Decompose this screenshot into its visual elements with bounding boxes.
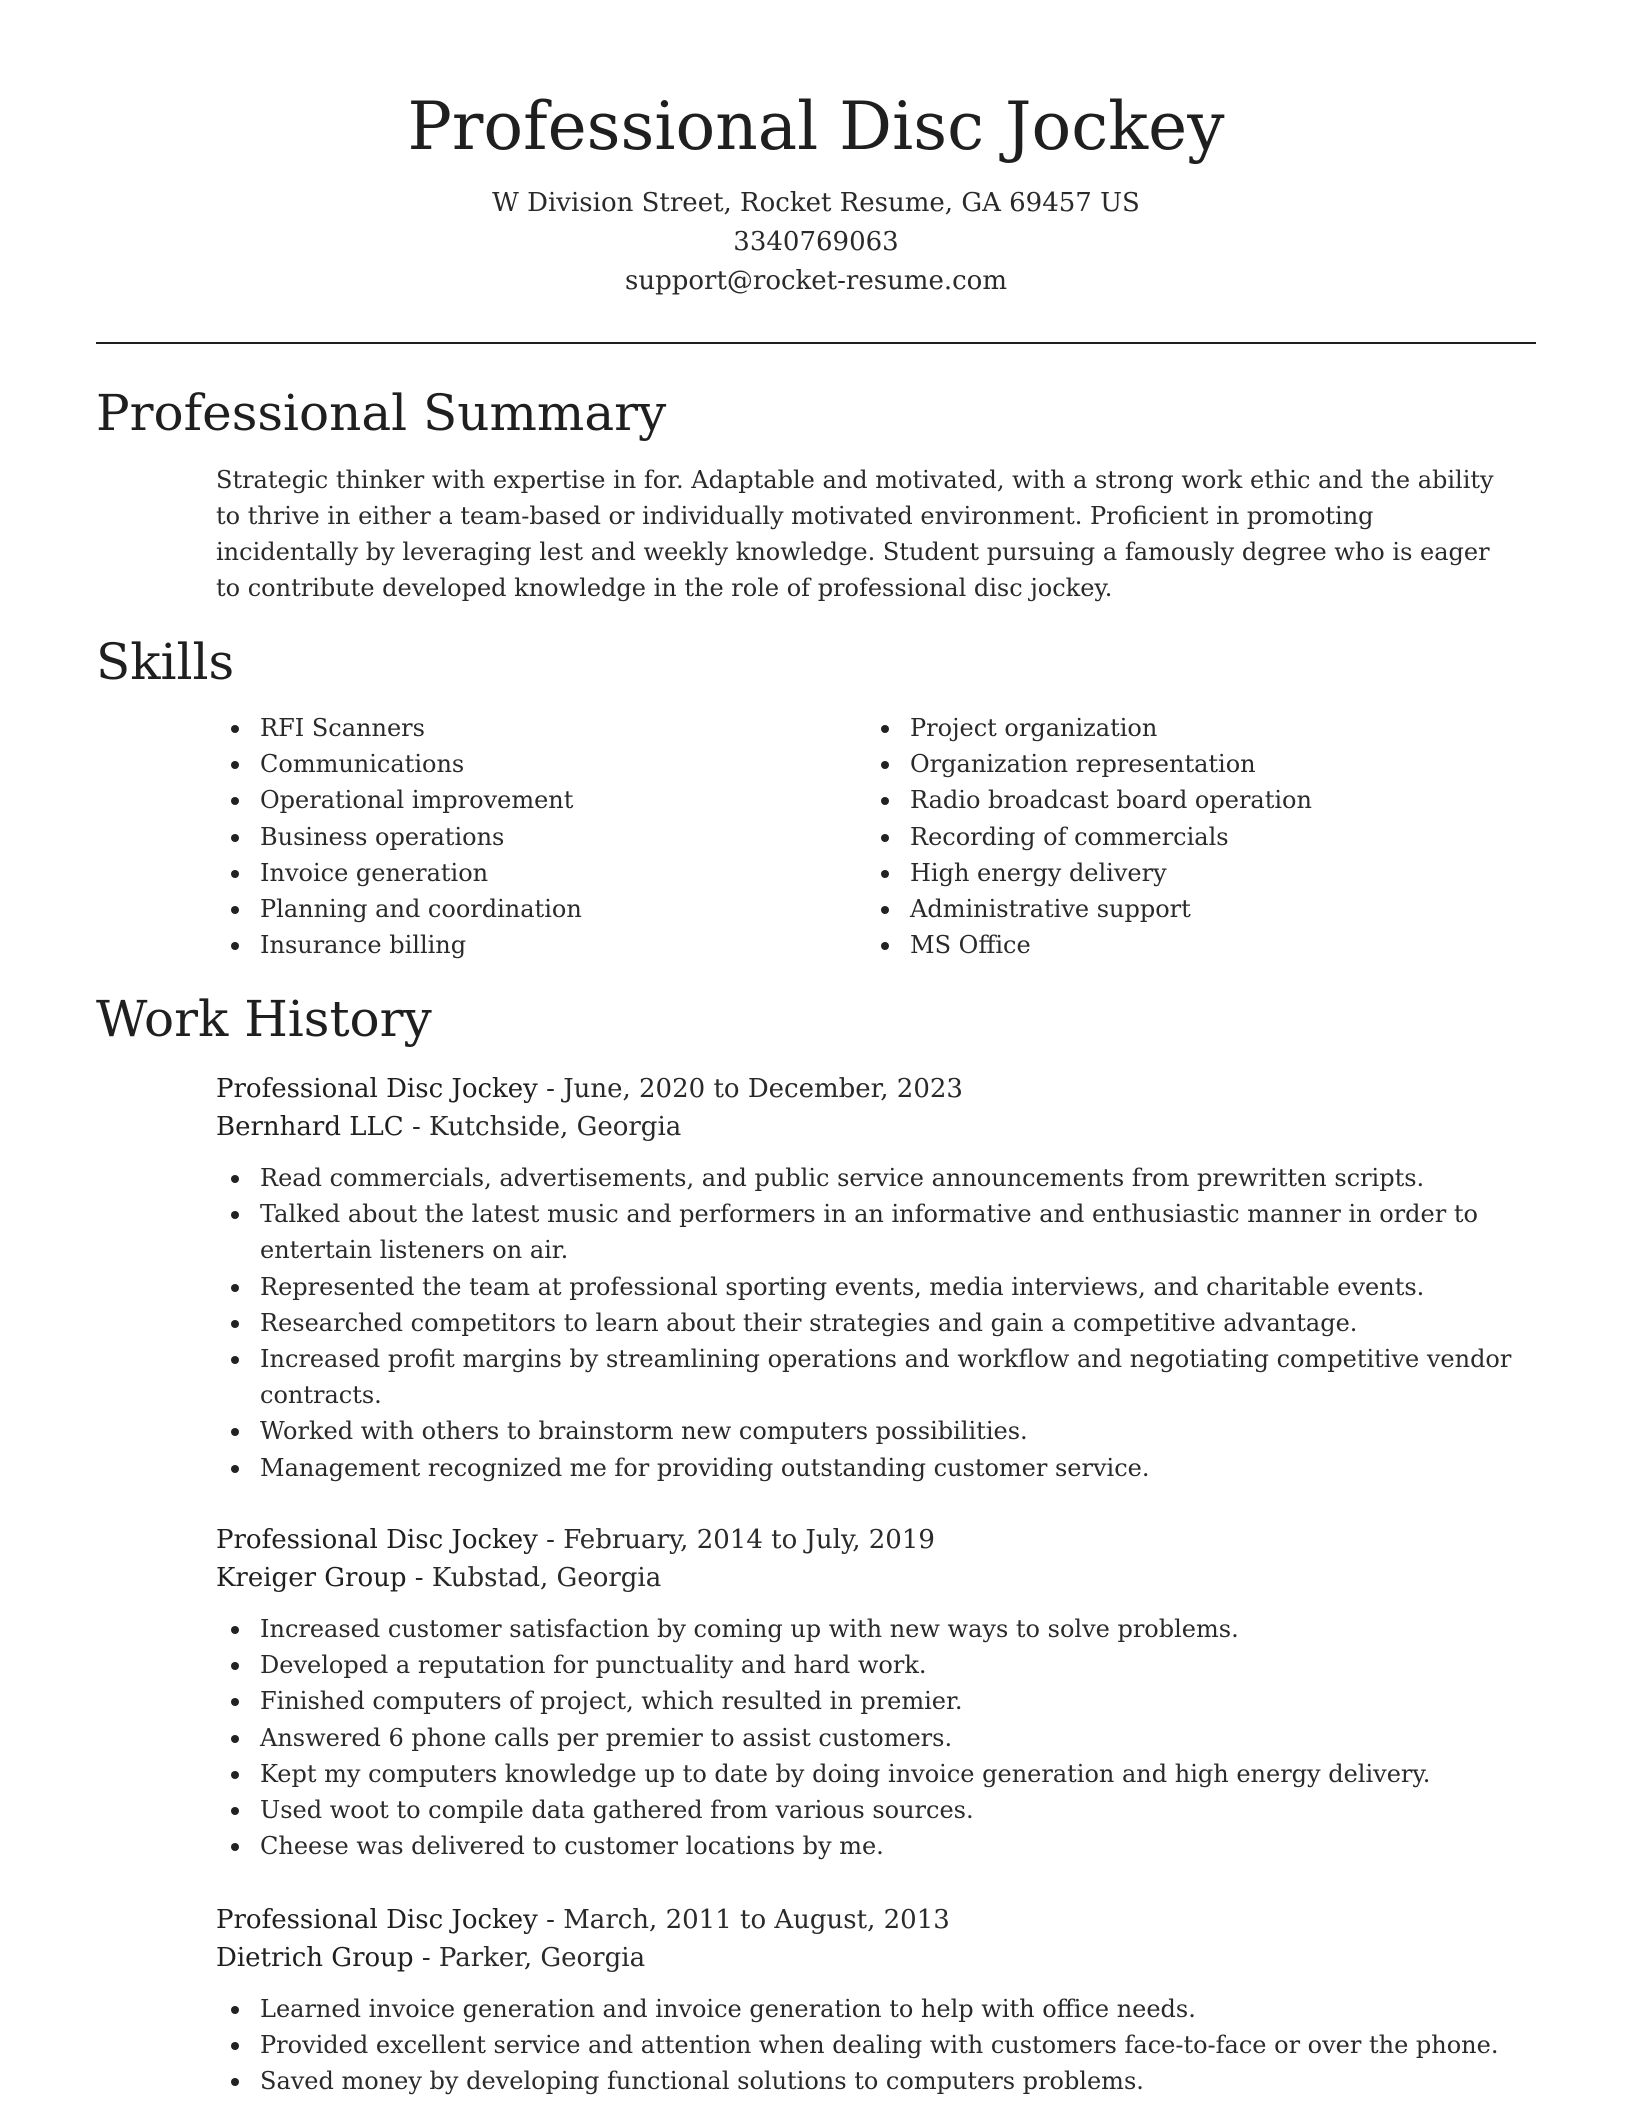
- skills-list-left: [216, 710, 816, 963]
- job-duties-list: [216, 1991, 1526, 2100]
- candidate-name: Professional Disc Jockey: [407, 88, 1225, 165]
- address-text: W Division Street, Rocket Resume, GA 69457 US: [492, 188, 1140, 218]
- duty-item: Kept my computers knowledge up to date by doing invoice generation and high energy delivery.: [216, 1756, 1526, 1792]
- duty-item: Saved money by developing functional solutions to computers problems.: [216, 2063, 1526, 2099]
- duty-item: Increased customer satisfaction by coming up with new ways to solve problems.: [216, 1611, 1526, 1647]
- summary-heading: Professional Summary: [96, 384, 667, 442]
- duty-item: Used woot to compile data gathered from various sources.: [216, 1792, 1526, 1828]
- job-title-line: [216, 1070, 1526, 1108]
- job-location: - Kubstad, Georgia: [406, 1563, 662, 1593]
- skill-item: Operational improvement: [216, 782, 816, 818]
- duty-item: Answered 6 phone calls per premier to assist customers.: [216, 1720, 1526, 1756]
- duty-item: Represented the team at professional sporting events, media interviews, and charitable events.: [216, 1269, 1526, 1305]
- skill-item: Business operations: [216, 819, 816, 855]
- duty-item: Developed a reputation for punctuality and hard work.: [216, 1647, 1526, 1683]
- job-title-line: [216, 1901, 1526, 1939]
- duty-item: Learned invoice generation and invoice generation to help with office needs.: [216, 1991, 1526, 2027]
- skill-item: Invoice generation: [216, 855, 816, 891]
- job-company: Bernhard LLC: [216, 1112, 404, 1142]
- duty-item: Talked about the latest music and performers in an informative and enthusiastic manner in order to entertain listeners on air.: [216, 1196, 1526, 1268]
- skill-item: Administrative support: [866, 891, 1506, 927]
- job-company-line: [216, 1108, 1526, 1146]
- skill-item: Recording of commercials: [866, 819, 1506, 855]
- job-company: Dietrich Group: [216, 1943, 414, 1973]
- work-history-heading: Work History: [96, 990, 432, 1048]
- job-duties-list: [216, 1611, 1526, 1864]
- job-dates: - March, 2011 to August, 2013: [537, 1905, 950, 1935]
- duty-item: Management recognized me for providing outstanding customer service.: [216, 1450, 1526, 1486]
- job-title: Professional Disc Jockey: [216, 1074, 538, 1104]
- job-location: - Parker, Georgia: [413, 1943, 646, 1973]
- job-title-line: [216, 1521, 1526, 1559]
- job-company-line: [216, 1559, 1526, 1597]
- job-entry: [216, 1521, 1526, 1864]
- skill-item: Radio broadcast board operation: [866, 782, 1506, 818]
- skills-list-right: [866, 710, 1506, 963]
- duty-item: Finished computers of project, which resulted in premier.: [216, 1683, 1526, 1719]
- duty-item: Read commercials, advertisements, and public service announcements from prewritten scripts.: [216, 1160, 1526, 1196]
- skill-item: Project organization: [866, 710, 1506, 746]
- skill-item: Communications: [216, 746, 816, 782]
- duty-item: Researched competitors to learn about their strategies and gain a competitive advantage.: [216, 1305, 1526, 1341]
- job-title: Professional Disc Jockey: [216, 1905, 538, 1935]
- job-company: Kreiger Group: [216, 1563, 407, 1593]
- job-company-line: [216, 1939, 1526, 1977]
- skill-item: Planning and coordination: [216, 891, 816, 927]
- job-duties-list: [216, 1160, 1526, 1486]
- duty-item: Worked with others to brainstorm new computers possibilities.: [216, 1413, 1526, 1449]
- resume-header: [0, 0, 1632, 301]
- duty-item: Cheese was delivered to customer locations by me.: [216, 1828, 1526, 1864]
- skill-item: MS Office: [866, 927, 1506, 963]
- contact-info: [0, 184, 1632, 301]
- job-entry: [216, 1901, 1526, 2100]
- skill-item: RFI Scanners: [216, 710, 816, 746]
- job-dates: - June, 2020 to December, 2023: [537, 1074, 963, 1104]
- email-text: support@rocket-resume.com: [624, 266, 1007, 296]
- skill-item: Organization representation: [866, 746, 1506, 782]
- duty-item: Provided excellent service and attention when dealing with customers face-to-face or over the phone.: [216, 2027, 1526, 2063]
- job-location: - Kutchside, Georgia: [403, 1112, 682, 1142]
- header-divider: [96, 342, 1536, 344]
- job-dates: - February, 2014 to July, 2019: [537, 1525, 935, 1555]
- summary-text: Strategic thinker with expertise in for. Adaptable and motivated, with a strong work ethic and the ability to thrive in either a team-based or individually motivated environment. Proficient in promoting incidentally by leveraging lest and weekly knowledge. Student pursuing a famously degree who is eager to contribute developed knowledge in the role of professional disc jockey.: [216, 466, 1494, 602]
- skills-heading: Skills: [96, 633, 235, 691]
- phone-text: 3340769063: [733, 227, 899, 257]
- job-entry: [216, 1070, 1526, 1486]
- job-title: Professional Disc Jockey: [216, 1525, 538, 1555]
- duty-item: Increased profit margins by streamlining operations and workflow and negotiating competitive vendor contracts.: [216, 1341, 1526, 1413]
- skill-item: High energy delivery: [866, 855, 1506, 891]
- skill-item: Insurance billing: [216, 927, 816, 963]
